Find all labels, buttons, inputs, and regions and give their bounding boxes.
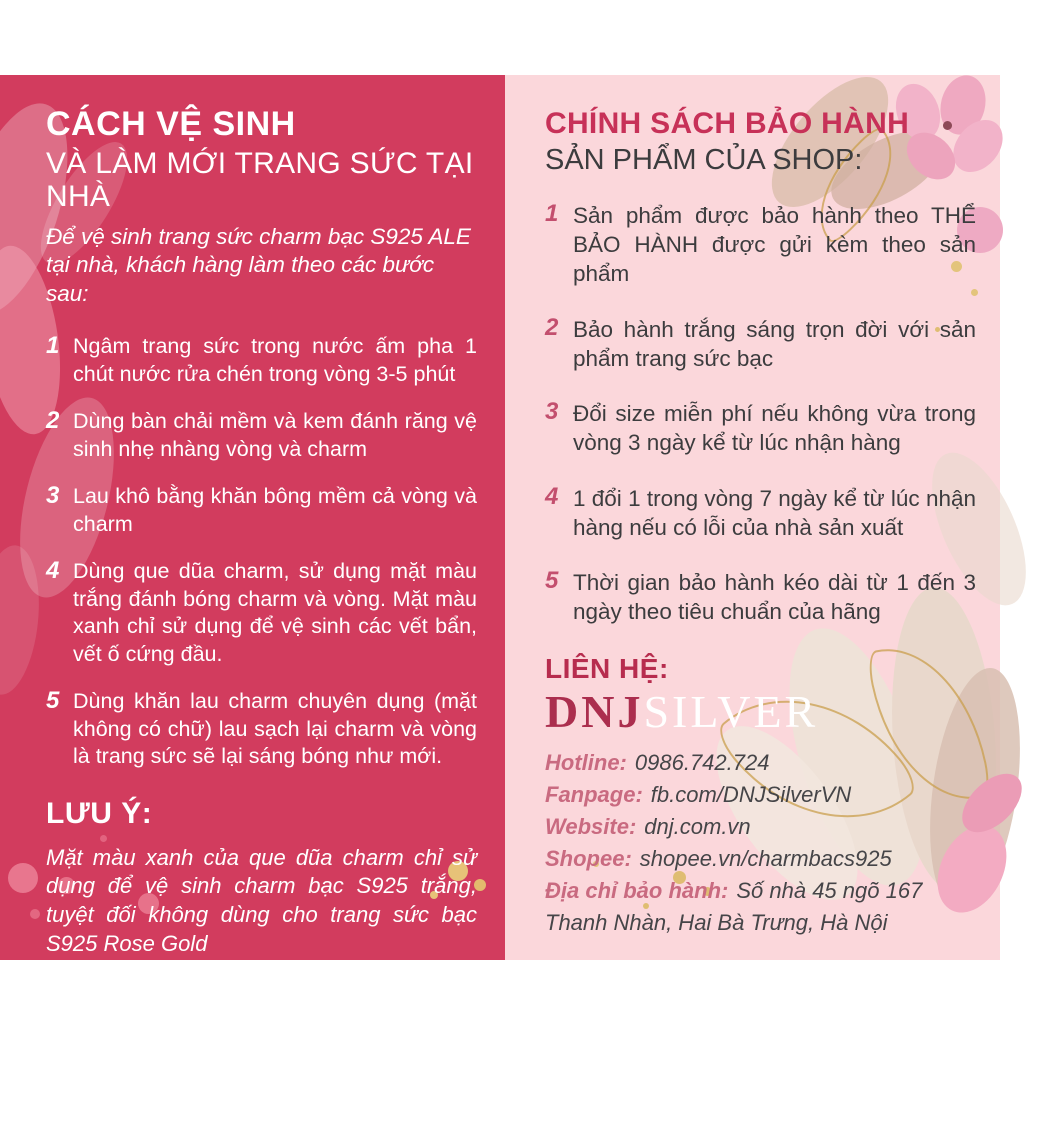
care-step <box>46 688 477 771</box>
website-value: dnj.com.vn <box>644 814 751 840</box>
hotline-label: Hotline: <box>545 750 627 776</box>
note-title: LƯU Ý: <box>46 796 153 830</box>
policy-number: 5 <box>545 567 559 595</box>
care-step <box>46 408 477 463</box>
policy-text: 1 đổi 1 trong vòng 7 ngày kể từ lúc nhận hàng nếu có lỗi của nhà sản xuất <box>573 485 976 540</box>
fanpage-value: fb.com/DNJSilverVN <box>650 782 852 808</box>
shopee-label: Shopee: <box>545 845 632 871</box>
contact-line-address <box>545 875 976 939</box>
address-label: Địa chỉ bảo hành: <box>545 877 729 903</box>
care-step <box>46 558 477 668</box>
website-label: Website: <box>545 814 637 840</box>
warranty-policy-panel <box>505 75 1000 960</box>
brand-logo-silver: SILVER <box>643 685 819 737</box>
policy-list <box>545 201 976 627</box>
policy-title: CHÍNH SÁCH BẢO HÀNH <box>545 107 910 140</box>
contact-lines <box>545 747 976 938</box>
policy-number: 4 <box>545 482 559 510</box>
policy-item <box>545 315 976 374</box>
policy-text: Sản phẩm được bảo hành theo THỂ BẢO HÀNH được gửi kèm theo sản phẩm <box>573 202 976 287</box>
step-number: 4 <box>46 557 60 585</box>
policy-text: Đổi size miễn phí nếu không vừa trong vòng 3 ngày kể từ lúc nhận hàng <box>573 401 976 456</box>
hotline-value: 0986.742.724 <box>634 750 770 776</box>
brand-logo <box>545 687 976 738</box>
step-number: 5 <box>46 687 60 715</box>
step-text: Lau khô bằng khăn bông mềm cả vòng và charm <box>73 484 477 536</box>
step-number: 2 <box>46 407 60 435</box>
contact-line-website <box>545 811 976 843</box>
care-step <box>46 333 477 388</box>
note-paragraph: Mặt màu xanh của que dũa charm chỉ sử dụng để vệ sinh charm bạc S925 trắng, tuyệt đối không dùng cho trang sức bạc S925 Rose Gold <box>46 844 477 956</box>
cleaning-instructions-panel <box>0 75 505 1141</box>
contact-line-shopee <box>545 843 976 875</box>
address-value: Số nhà 45 ngõ 167 Thanh Nhàn, Hai Bà Trưng, Hà Nội <box>545 877 923 935</box>
policy-item <box>545 201 976 289</box>
note-paragraph: Nếu làm theo các bước mà vẫn không được, vui lòng gửi lại shop để bảo hành sáng trắng. Tuyệt đối không sử dụng các loại hóa chất vệ sinh trang sức, sẽ làm hỏng charm. Bên shop sẽ không chịu trách nhiệm bảo hành với các trường hợp này. <box>46 972 477 1141</box>
care-title: CÁCH VỆ SINH <box>46 105 296 143</box>
step-text: Dùng que dũa charm, sử dụng mặt màu trắng đánh bóng charm và vòng. Mặt màu xanh chỉ sử dụng để vệ sinh các vết bẩn, vết ố cứng đầu. <box>73 559 477 666</box>
care-steps-list <box>46 333 477 771</box>
step-number: 1 <box>46 332 60 360</box>
policy-number: 2 <box>545 313 559 341</box>
step-text: Ngâm trang sức trong nước ấm pha 1 chút nước rửa chén trong vòng 3-5 phút <box>73 334 477 386</box>
policy-text: Thời gian bảo hành kéo dài từ 1 đến 3 ngày theo tiêu chuẩn của hãng <box>573 570 976 625</box>
policy-number: 3 <box>545 398 559 426</box>
step-text: Dùng bàn chải mềm và kem đánh răng vệ sinh nhẹ nhàng vòng và charm <box>73 409 477 461</box>
contact-line-hotline <box>545 747 976 779</box>
care-subtitle: VÀ LÀM MỚI TRANG SỨC TẠI NHÀ <box>46 146 474 213</box>
step-number: 3 <box>46 482 60 510</box>
care-step <box>46 483 477 538</box>
brand-logo-dnj: DNJ <box>545 685 644 737</box>
care-intro: Để vệ sinh trang sức charm bạc S925 ALE tại nhà, khách hàng làm theo các bước sau: <box>46 223 471 307</box>
contact-line-fanpage <box>545 779 976 811</box>
policy-text: Bảo hành trắng sáng trọn đời với sản phẩm trang sức bạc <box>573 316 976 371</box>
policy-item <box>545 484 976 543</box>
shopee-value: shopee.vn/charmbacs925 <box>639 845 892 871</box>
fanpage-label: Fanpage: <box>545 782 643 808</box>
policy-number: 1 <box>545 199 559 227</box>
policy-subtitle: SẢN PHẨM CỦA SHOP: <box>545 144 863 176</box>
policy-item <box>545 568 976 627</box>
poster-panels <box>0 75 1000 1141</box>
contact-heading: LIÊN HỆ: <box>545 652 669 684</box>
policy-item <box>545 399 976 458</box>
step-text: Dùng khăn lau charm chuyên dụng (mặt không có chữ) lau sạch lại charm và vòng là trang sức sẽ lại sáng bóng như mới. <box>73 689 477 769</box>
